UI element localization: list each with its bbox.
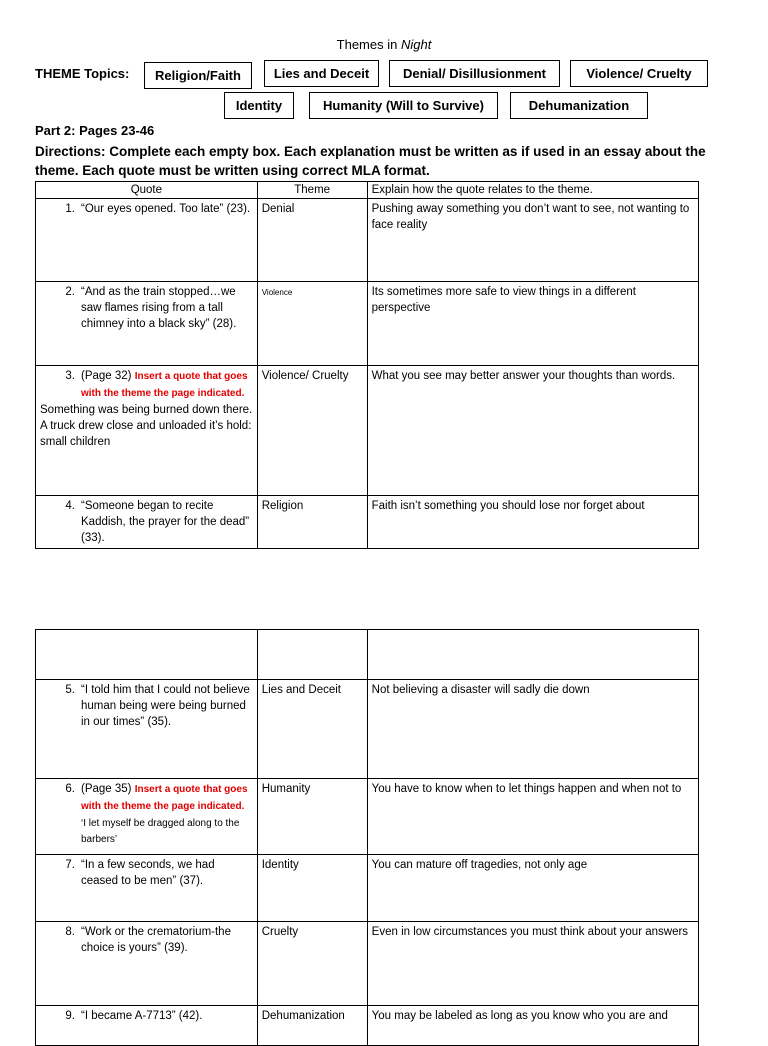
theme-cell[interactable]: Denial bbox=[257, 199, 367, 282]
table-row bbox=[36, 366, 699, 496]
explain-cell[interactable]: Pushing away something you don’t want to see, not wanting to face reality bbox=[367, 199, 698, 282]
header-theme: Theme bbox=[257, 182, 367, 199]
theme-cell[interactable]: Dehumanization bbox=[257, 1006, 367, 1046]
topic-religion-faith: Religion/Faith bbox=[144, 62, 252, 89]
theme-cell[interactable]: Cruelty bbox=[257, 922, 367, 1006]
topic-lies-deceit: Lies and Deceit bbox=[264, 60, 379, 87]
table-header-row bbox=[36, 182, 699, 199]
topic-denial: Denial/ Disillusionment bbox=[389, 60, 560, 87]
explain-cell[interactable]: You can mature off tragedies, not only age bbox=[367, 855, 698, 922]
student-answer: Something was being burned down there. A truck drew close and unloaded it’s hold: small children bbox=[40, 404, 253, 448]
table-row bbox=[36, 496, 699, 549]
blank-row bbox=[36, 630, 699, 680]
quote-cell[interactable]: 1. “Our eyes opened. Too late” (23). bbox=[36, 199, 258, 282]
quote-cell[interactable]: 5. “I told him that I could not believe human being were being burned in our times” (35). bbox=[36, 680, 258, 779]
explain-cell[interactable]: What you see may better answer your thoughts than words. bbox=[367, 366, 698, 496]
quote-cell[interactable]: 4. “Someone began to recite Kaddish, the prayer for the dead” (33). bbox=[36, 496, 258, 549]
theme-cell[interactable]: Identity bbox=[257, 855, 367, 922]
table-row bbox=[36, 855, 699, 922]
page-title: Themes in Night bbox=[336, 37, 432, 52]
quote-cell[interactable]: 2. “And as the train stopped…we saw flames rising from a tall chimney into a black sky” (28). bbox=[36, 282, 258, 366]
instruction-text: Insert a quote that goes with the theme the page indicated. bbox=[81, 371, 248, 399]
quote-cell[interactable]: 6. (Page 35) Insert a quote that goes with the theme the page indicated. ‘I let myself be dragged along to the barbers’ bbox=[36, 779, 258, 855]
table-row bbox=[36, 680, 699, 779]
table-row bbox=[36, 779, 699, 855]
header-quote: Quote bbox=[36, 182, 258, 199]
directions: Directions: Complete each empty box. Each explanation must be written as if used in an essay about the theme. Each quote must be written using correct MLA format. bbox=[35, 144, 706, 178]
table-row bbox=[36, 282, 699, 366]
theme-cell[interactable] bbox=[257, 630, 367, 680]
table-row bbox=[36, 922, 699, 1006]
instruction-text: Insert a quote that goes with the theme the page indicated. bbox=[81, 784, 248, 812]
quote-cell[interactable]: 7. “In a few seconds, we had ceased to be men” (37). bbox=[36, 855, 258, 922]
quote-cell[interactable]: 3. (Page 32) Insert a quote that goes with the theme the page indicated. Something was being burned down there. A truck drew close and unloaded it’s hold: small children bbox=[36, 366, 258, 496]
quote-cell[interactable]: 8. “Work or the crematorium-the choice is yours” (39). bbox=[36, 922, 258, 1006]
book-title: Night bbox=[400, 37, 432, 52]
theme-cell[interactable]: Violence bbox=[257, 282, 367, 366]
explain-cell[interactable]: You have to know when to let things happen and when not to bbox=[367, 779, 698, 855]
explain-cell[interactable] bbox=[367, 630, 698, 680]
topic-dehumanization: Dehumanization bbox=[510, 92, 648, 119]
student-answer: ‘I let myself be dragged along to the barbers’ bbox=[81, 818, 240, 845]
part-heading: Part 2: Pages 23-46 bbox=[35, 123, 155, 138]
themes-table-1 bbox=[35, 181, 699, 549]
table-row bbox=[36, 199, 699, 282]
theme-cell[interactable]: Lies and Deceit bbox=[257, 680, 367, 779]
explain-cell[interactable]: Not believing a disaster will sadly die down bbox=[367, 680, 698, 779]
theme-topics-label: THEME Topics: bbox=[35, 66, 130, 81]
explain-cell[interactable]: Faith isn’t something you should lose nor forget about bbox=[367, 496, 698, 549]
theme-cell[interactable]: Violence/ Cruelty bbox=[257, 366, 367, 496]
theme-cell[interactable]: Religion bbox=[257, 496, 367, 549]
topic-identity: Identity bbox=[224, 92, 294, 119]
topic-violence-cruelty: Violence/ Cruelty bbox=[570, 60, 708, 87]
explain-cell[interactable]: Even in low circumstances you must think about your answers bbox=[367, 922, 698, 1006]
theme-cell[interactable]: Humanity bbox=[257, 779, 367, 855]
quote-cell[interactable]: 9. “I became A-7713” (42). bbox=[36, 1006, 258, 1046]
topic-humanity: Humanity (Will to Survive) bbox=[309, 92, 498, 119]
table-row bbox=[36, 1006, 699, 1046]
explain-cell[interactable]: Its sometimes more safe to view things in a different perspective bbox=[367, 282, 698, 366]
quote-cell[interactable] bbox=[36, 630, 258, 680]
explain-cell[interactable]: You may be labeled as long as you know who you are and bbox=[367, 1006, 698, 1046]
themes-table-2 bbox=[35, 629, 699, 1046]
header-explain: Explain how the quote relates to the theme. bbox=[367, 182, 698, 199]
